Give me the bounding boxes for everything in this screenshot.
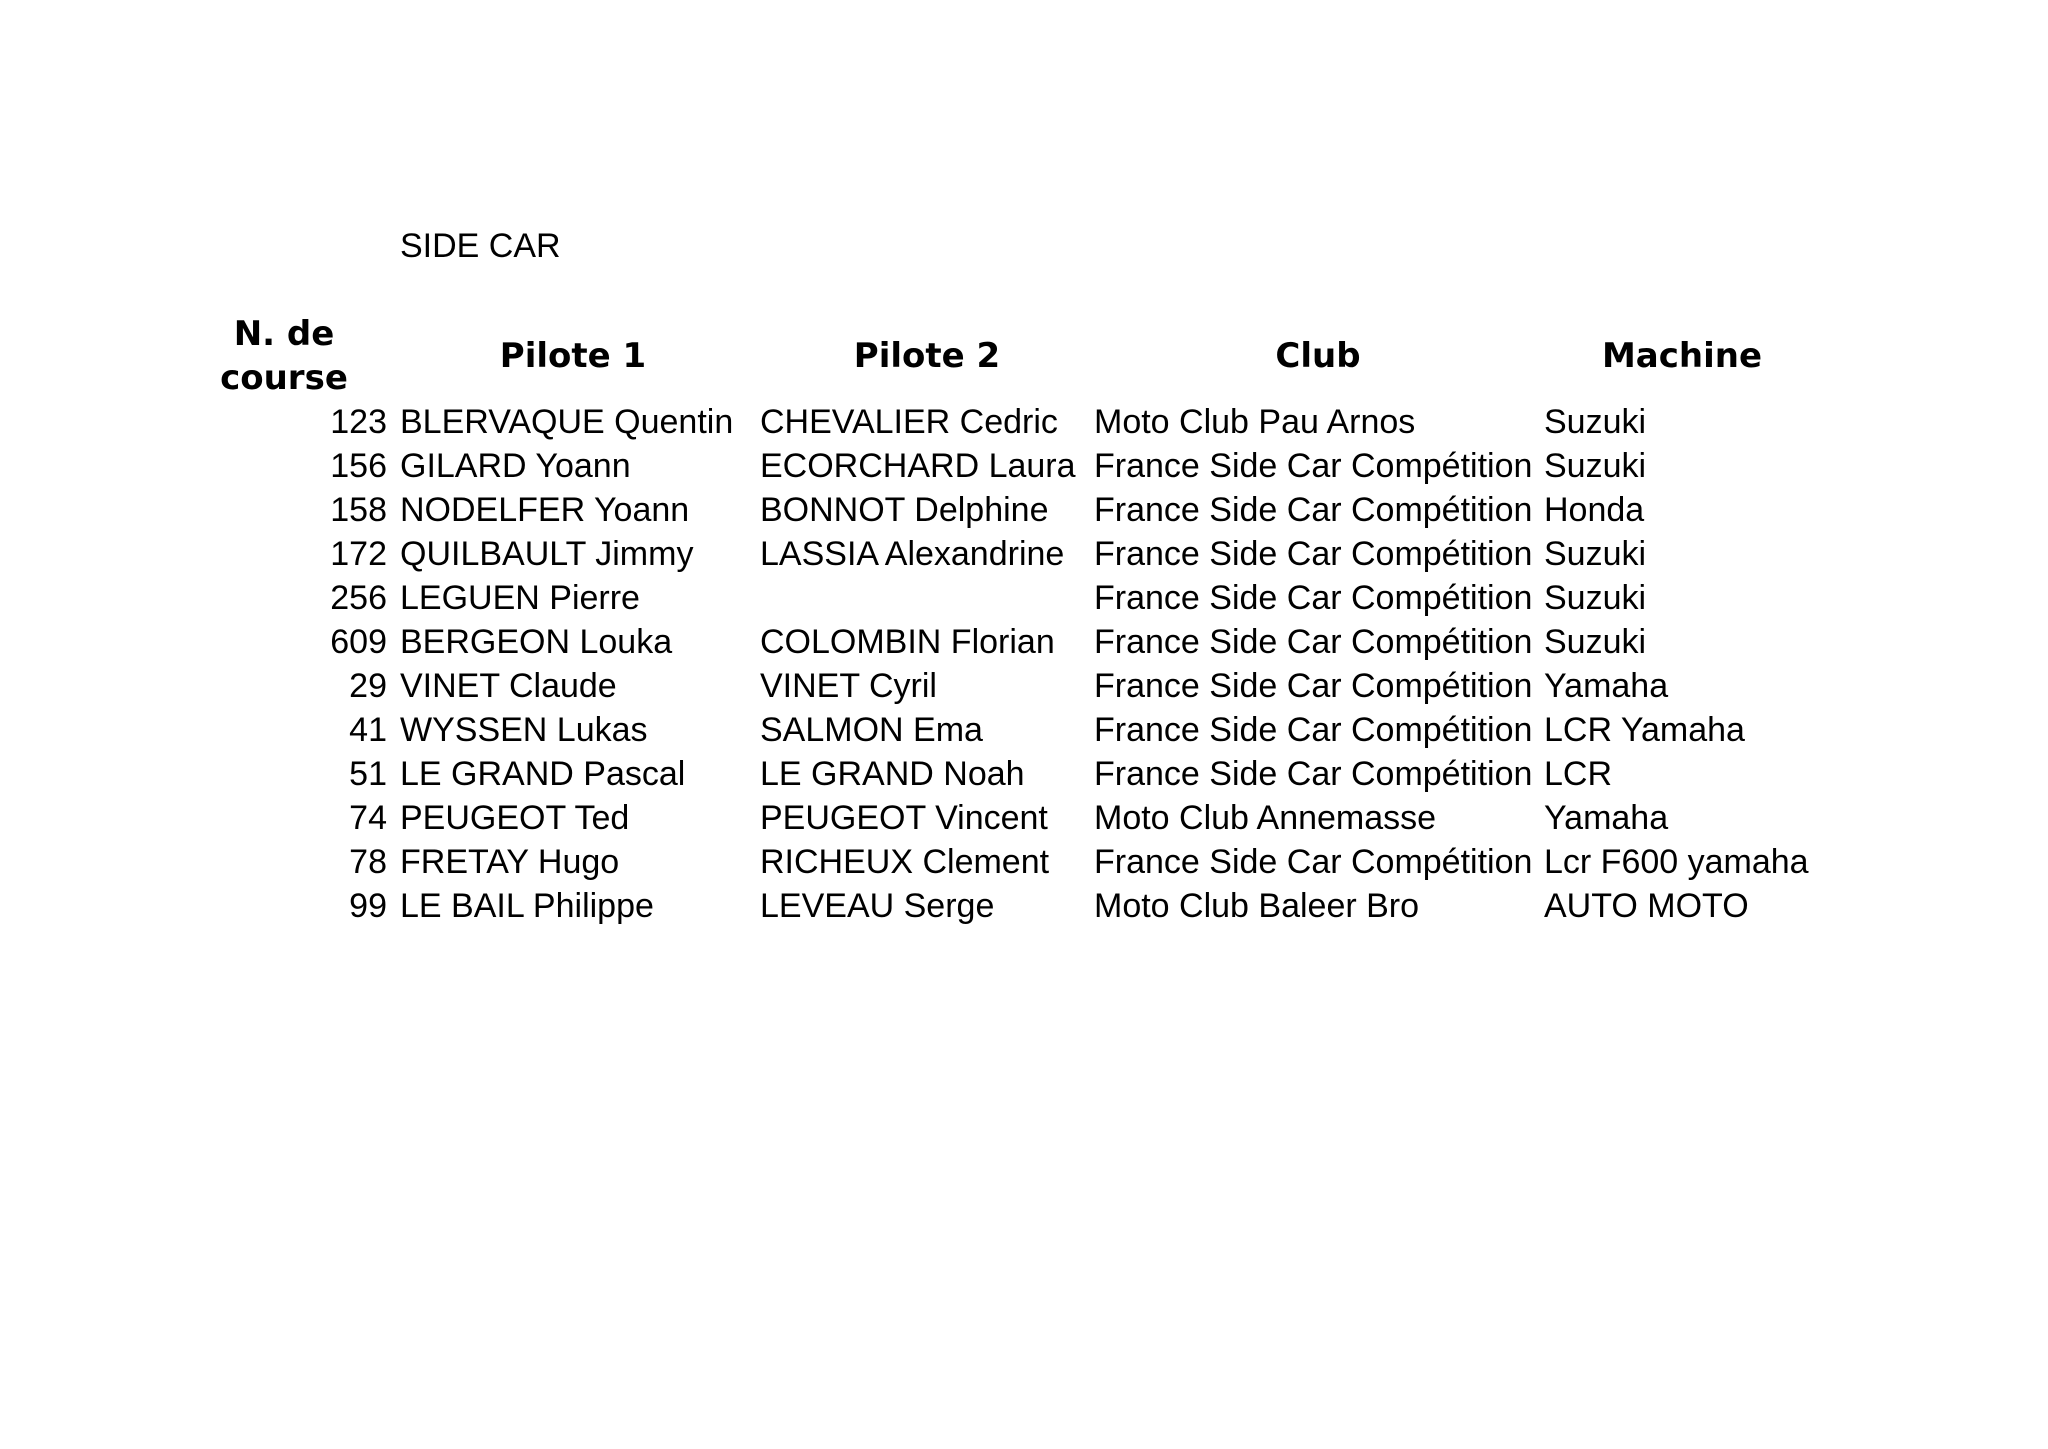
cell-pilote-1: GILARD Yoann [400, 447, 631, 485]
cell-club: Moto Club Baleer Bro [1094, 887, 1420, 925]
table-row [0, 840, 2048, 884]
cell-pilote-1: BERGEON Louka [400, 623, 673, 661]
cell-club: Moto Club Annemasse [1094, 799, 1437, 837]
cell-pilote-1: WYSSEN Lukas [400, 711, 648, 749]
cell-pilote-2: SALMON Ema [760, 711, 983, 749]
cell-pilote-2: COLOMBIN Florian [760, 623, 1055, 661]
cell-pilote-1: BLERVAQUE Quentin [400, 403, 734, 441]
cell-pilote-1: FRETAY Hugo [400, 843, 620, 881]
cell-pilote-2: RICHEUX Clement [760, 843, 1050, 881]
cell-race-number: 609 [330, 623, 387, 661]
cell-club: France Side Car Compétition [1094, 447, 1533, 485]
page-title: SIDE CAR [400, 227, 561, 265]
cell-pilote-2: PEUGEOT Vincent [760, 799, 1048, 837]
cell-machine: LCR Yamaha [1544, 711, 1745, 749]
table-row [0, 444, 2048, 488]
cell-pilote-2: CHEVALIER Cedric [760, 403, 1058, 441]
cell-club: France Side Car Compétition [1094, 843, 1533, 881]
cell-machine: Yamaha [1544, 799, 1669, 837]
cell-club: France Side Car Compétition [1094, 579, 1533, 617]
cell-club: France Side Car Compétition [1094, 491, 1533, 529]
table-row [0, 752, 2048, 796]
cell-pilote-2 [760, 576, 1094, 620]
cell-race-number: 78 [349, 843, 387, 881]
table-row [0, 796, 2048, 840]
cell-machine: AUTO MOTO [1544, 887, 1749, 925]
cell-race-number: 99 [349, 887, 387, 925]
cell-pilote-1: LE GRAND Pascal [400, 755, 686, 793]
cell-pilote-2: ECORCHARD Laura [760, 447, 1076, 485]
cell-pilote-1: LEGUEN Pierre [400, 579, 640, 617]
cell-machine: Honda [1544, 491, 1645, 529]
cell-pilote-1: PEUGEOT Ted [400, 799, 630, 837]
cell-race-number: 74 [349, 799, 387, 837]
cell-pilote-1: QUILBAULT Jimmy [400, 535, 694, 573]
cell-club: France Side Car Compétition [1094, 667, 1533, 705]
cell-pilote-2: LE GRAND Noah [760, 755, 1025, 793]
cell-race-number: 41 [349, 711, 387, 749]
cell-machine: Yamaha [1544, 667, 1669, 705]
cell-machine: Suzuki [1544, 403, 1647, 441]
cell-pilote-2: LEVEAU Serge [760, 887, 995, 925]
table-row [0, 532, 2048, 576]
cell-race-number: 123 [330, 403, 387, 441]
cell-machine: Suzuki [1544, 535, 1647, 573]
cell-race-number: 158 [330, 491, 387, 529]
cell-race-number: 29 [349, 667, 387, 705]
cell-pilote-2: BONNOT Delphine [760, 491, 1049, 529]
cell-race-number: 256 [330, 579, 387, 617]
cell-race-number: 51 [349, 755, 387, 793]
cell-pilote-1: VINET Claude [400, 667, 617, 705]
table-row [0, 708, 2048, 752]
table-row [0, 620, 2048, 664]
cell-pilote-2: VINET Cyril [760, 667, 937, 705]
cell-club: France Side Car Compétition [1094, 755, 1533, 793]
header-pilote-2: Pilote 2 [853, 336, 1001, 376]
cell-club: France Side Car Compétition [1094, 535, 1533, 573]
cell-machine: Suzuki [1544, 447, 1647, 485]
header-pilote-1: Pilote 1 [499, 336, 647, 376]
cell-pilote-1: LE BAIL Philippe [400, 887, 654, 925]
cell-machine: LCR [1544, 755, 1613, 793]
cell-machine: Suzuki [1544, 579, 1647, 617]
cell-club: France Side Car Compétition [1094, 623, 1533, 661]
cell-club: Moto Club Pau Arnos [1094, 403, 1416, 441]
table-row [0, 488, 2048, 532]
cell-pilote-2: LASSIA Alexandrine [760, 535, 1065, 573]
cell-pilote-1: NODELFER Yoann [400, 491, 690, 529]
table-row [0, 576, 2048, 620]
table-row [0, 664, 2048, 708]
header-machine: Machine [1601, 336, 1763, 376]
header-club: Club [1275, 336, 1361, 376]
cell-race-number: 156 [330, 447, 387, 485]
cell-machine: Lcr F600 yamaha [1544, 843, 1809, 881]
table-row [0, 400, 2048, 444]
table-body [0, 400, 2048, 928]
table-row [0, 884, 2048, 928]
cell-race-number: 172 [330, 535, 387, 573]
header-race-number: N. de course [220, 314, 348, 398]
cell-club: France Side Car Compétition [1094, 711, 1533, 749]
cell-machine: Suzuki [1544, 623, 1647, 661]
